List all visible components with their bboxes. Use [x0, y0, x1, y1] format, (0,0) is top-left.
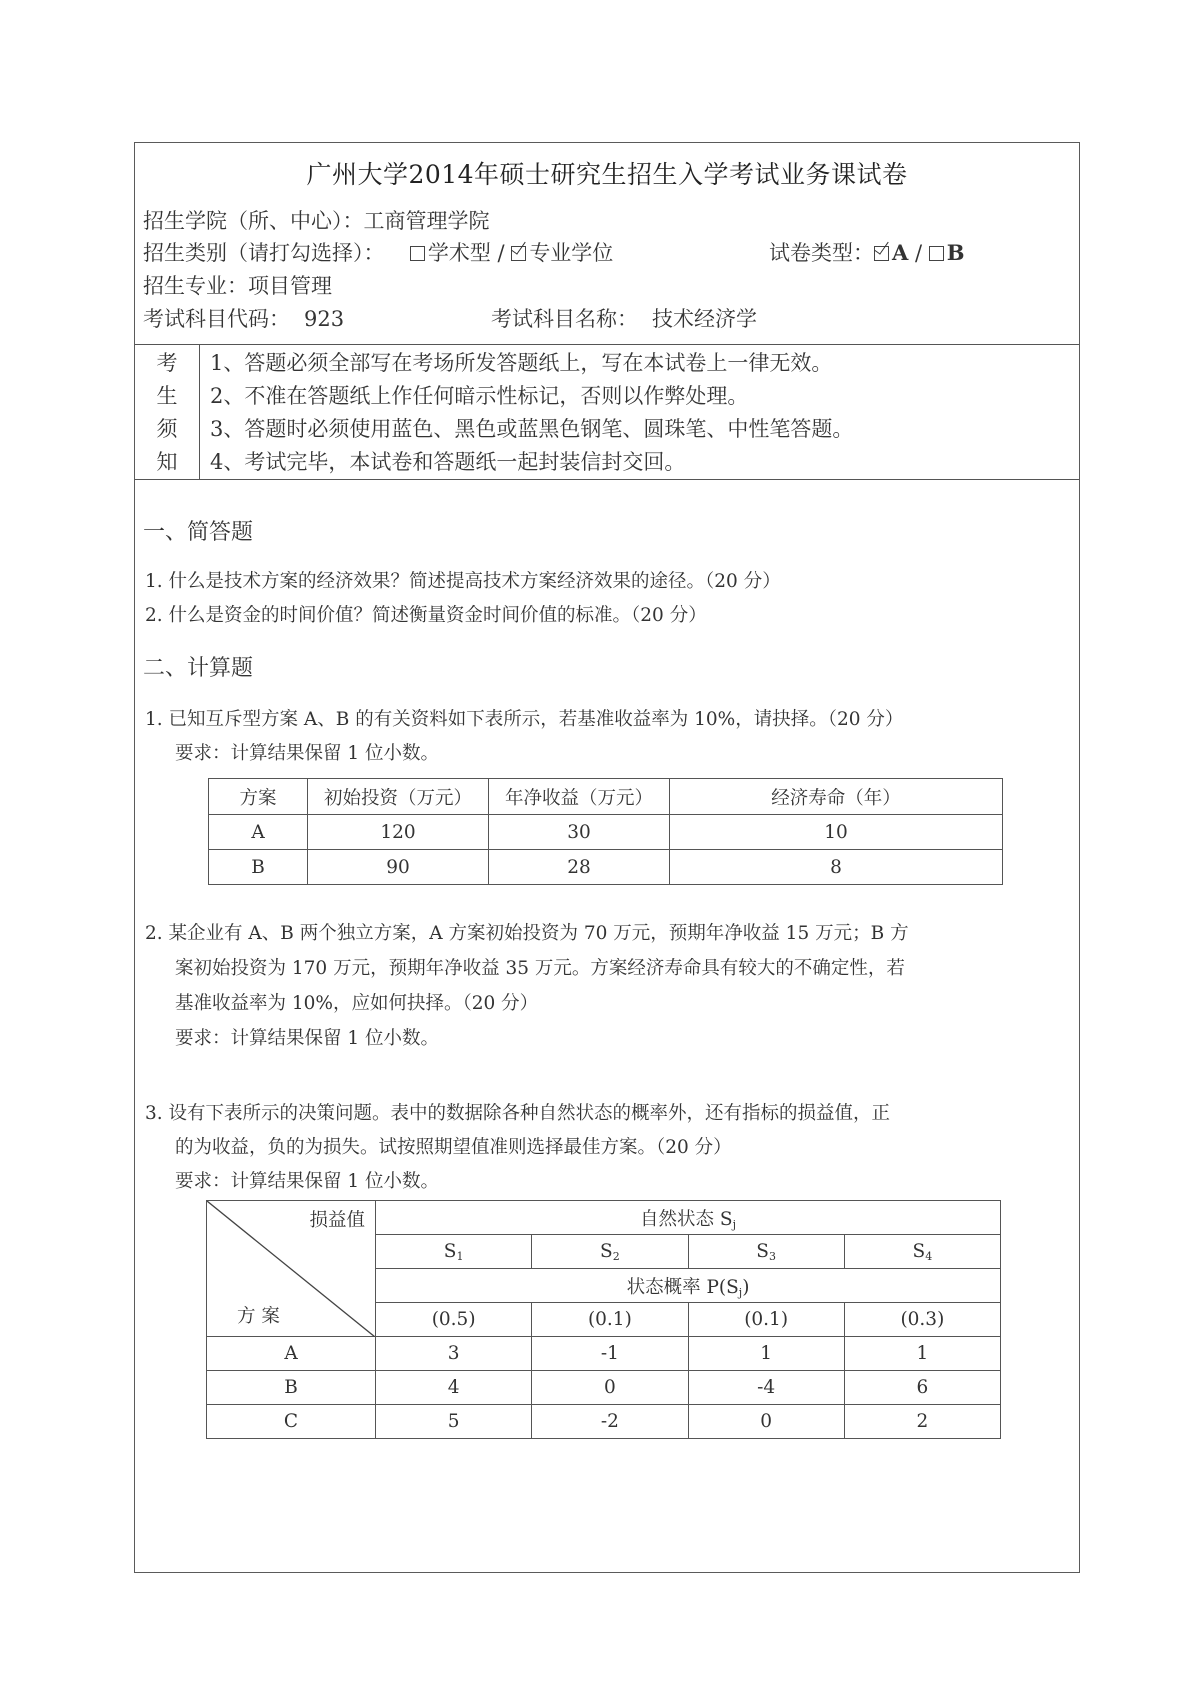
- subject-name-value: 技术经济学: [652, 307, 757, 331]
- header-divider: [135, 344, 1079, 345]
- subject-code-value: 923: [304, 307, 345, 331]
- table-header-row: [207, 1201, 1001, 1235]
- notice-divider: [135, 479, 1079, 480]
- table-cell: 90: [308, 850, 489, 885]
- state-sub: 4: [925, 1249, 933, 1263]
- notice-char: 知: [156, 450, 178, 474]
- category-label: 招生类别（请打勾选择）：: [143, 241, 385, 265]
- corner-top-label: 损益值: [309, 1210, 365, 1231]
- table-cell: 120: [308, 815, 489, 850]
- page-title: 广州大学2014年硕士研究生招生入学考试业务课试卷: [306, 160, 908, 189]
- states-header-text: 自然状态 S: [640, 1208, 733, 1230]
- table-row: [207, 1371, 1001, 1405]
- question-text: 1. 什么是技术方案的经济效果？简述提高技术方案经济效果的途径。（20 分）: [145, 571, 781, 592]
- table-cell: 10: [670, 815, 1003, 850]
- table-cell: 8: [670, 850, 1003, 885]
- subject-code-line: [143, 303, 344, 333]
- table-row: [207, 1337, 1001, 1371]
- major-value: 项目管理: [248, 274, 332, 298]
- category-separator: /: [490, 241, 512, 265]
- table-header-row: [209, 779, 1003, 815]
- notice-item: 2、不准在答题纸上作任何暗示性标记，否则以作弊处理。: [210, 384, 749, 408]
- paper-type-line: [769, 237, 964, 267]
- paper-type-a-checkbox[interactable]: [874, 246, 889, 261]
- notice-side-label: [135, 345, 200, 479]
- q1-data-table: [208, 778, 1003, 885]
- question-text: 1. 已知互斥型方案 A、B 的有关资料如下表所示，若基准收益率为 10%，请抉择。（20 分）: [145, 709, 904, 730]
- table-cell: 28: [489, 850, 670, 885]
- prob-cell: (0.1): [532, 1303, 688, 1337]
- category-professional-label: 专业学位: [529, 241, 614, 265]
- states-header: [376, 1201, 1001, 1235]
- state-cell: [844, 1235, 1000, 1269]
- college-line: [143, 205, 490, 235]
- section-title-short-answer: 一、简答题: [143, 520, 254, 545]
- table-row: [209, 815, 1003, 850]
- states-header-sub: j: [732, 1217, 736, 1231]
- question-text: 3. 设有下表所示的决策问题。表中的数据除各种自然状态的概率外，还有指标的损益值，正: [145, 1103, 891, 1124]
- table-cell: 3: [376, 1337, 532, 1371]
- notice-item: 1、答题必须全部写在考场所发答题纸上，写在本试卷上一律无效。: [210, 351, 833, 375]
- subject-code-label: 考试科目代码：: [143, 307, 290, 331]
- category-academic-label: 学术型: [427, 241, 491, 265]
- state-cell: [532, 1235, 688, 1269]
- table-header-cell: 初始投资（万元）: [308, 779, 489, 815]
- subject-name-label: 考试科目名称：: [491, 307, 638, 331]
- table-cell: 0: [688, 1405, 844, 1439]
- table-cell: -4: [688, 1371, 844, 1405]
- question-text: 2. 某企业有 A、B 两个独立方案，A 方案初始投资为 70 万元，预期年净收益 15 万元；B 方: [145, 923, 909, 944]
- corner-bottom-label: 方 案: [237, 1306, 280, 1327]
- table-cell: 4: [376, 1371, 532, 1405]
- category-line: [143, 237, 613, 267]
- state-sub: 2: [612, 1249, 620, 1263]
- major-line: [143, 270, 332, 300]
- question-text: 案初始投资为 170 万元，预期年净收益 35 万元。方案经济寿命具有较大的不确定性，若: [175, 958, 905, 979]
- plan-cell: B: [207, 1371, 376, 1405]
- prob-cell: (0.3): [844, 1303, 1000, 1337]
- q3-decision-table: [206, 1200, 1001, 1439]
- plan-cell: C: [207, 1405, 376, 1439]
- plan-cell: A: [207, 1337, 376, 1371]
- paper-type-label: 试卷类型：: [769, 241, 874, 265]
- notice-char: 生: [156, 384, 178, 408]
- state-name: S: [443, 1240, 457, 1262]
- question-text: 的为收益，负的为损失。试按照期望值准则选择最佳方案。（20 分）: [175, 1137, 732, 1158]
- prob-cell: (0.1): [688, 1303, 844, 1337]
- table-cell: 1: [844, 1337, 1000, 1371]
- prob-header: [376, 1269, 1001, 1303]
- table-row: [209, 850, 1003, 885]
- paper-type-a-label: A: [892, 240, 909, 265]
- question-text: 基准收益率为 10%，应如何抉择。（20 分）: [175, 993, 539, 1014]
- prob-header-sub: j: [738, 1285, 743, 1299]
- question-requirement: 要求：计算结果保留 1 位小数。: [175, 743, 440, 764]
- college-value: 工商管理学院: [363, 209, 490, 233]
- state-name: S: [600, 1240, 613, 1262]
- table-cell: 30: [489, 815, 670, 850]
- category-professional-checkbox[interactable]: [511, 246, 526, 261]
- prob-header-text: 状态概率 P(S: [626, 1276, 739, 1298]
- table-cell: 0: [532, 1371, 688, 1405]
- table-row: [207, 1405, 1001, 1439]
- paper-type-separator: /: [908, 241, 929, 265]
- prob-cell: (0.5): [376, 1303, 532, 1337]
- table-header-cell: 方案: [209, 779, 308, 815]
- state-name: S: [756, 1240, 769, 1262]
- notice-item: 4、考试完毕，本试卷和答题纸一起封装信封交回。: [210, 450, 686, 474]
- corner-cell: [207, 1201, 376, 1337]
- state-name: S: [912, 1240, 926, 1262]
- category-academic-checkbox[interactable]: [410, 246, 425, 261]
- question-text: 2. 什么是资金的时间价值？简述衡量资金时间价值的标准。（20 分）: [145, 605, 707, 626]
- paper-type-b-checkbox[interactable]: [929, 246, 944, 261]
- table-cell: -2: [532, 1405, 688, 1439]
- prob-header-end: ): [742, 1276, 750, 1298]
- state-sub: 1: [456, 1249, 464, 1263]
- table-cell: 1: [688, 1337, 844, 1371]
- notice-char: 须: [156, 417, 178, 441]
- table-cell: 2: [844, 1405, 1000, 1439]
- question-requirement: 要求：计算结果保留 1 位小数。: [175, 1028, 440, 1049]
- section-title-calculation: 二、计算题: [143, 656, 254, 681]
- paper-type-b-label: B: [946, 240, 965, 265]
- table-cell: B: [209, 850, 308, 885]
- state-cell: [376, 1235, 532, 1269]
- table-cell: A: [209, 815, 308, 850]
- notice-char: 考: [156, 351, 178, 375]
- table-header-cell: 经济寿命（年）: [670, 779, 1003, 815]
- state-cell: [688, 1235, 844, 1269]
- exam-paper-frame: [134, 142, 1080, 1573]
- table-cell: 6: [844, 1371, 1000, 1405]
- college-label: 招生学院（所、中心）：: [143, 209, 364, 233]
- major-label: 招生专业：: [143, 274, 248, 298]
- subject-name-line: [491, 303, 757, 333]
- table-header-cell: 年净收益（万元）: [489, 779, 670, 815]
- question-requirement: 要求：计算结果保留 1 位小数。: [175, 1171, 440, 1192]
- notice-item: 3、答题时必须使用蓝色、黑色或蓝黑色钢笔、圆珠笔、中性笔答题。: [210, 417, 854, 441]
- table-cell: -1: [532, 1337, 688, 1371]
- table-cell: 5: [376, 1405, 532, 1439]
- state-sub: 3: [768, 1249, 776, 1263]
